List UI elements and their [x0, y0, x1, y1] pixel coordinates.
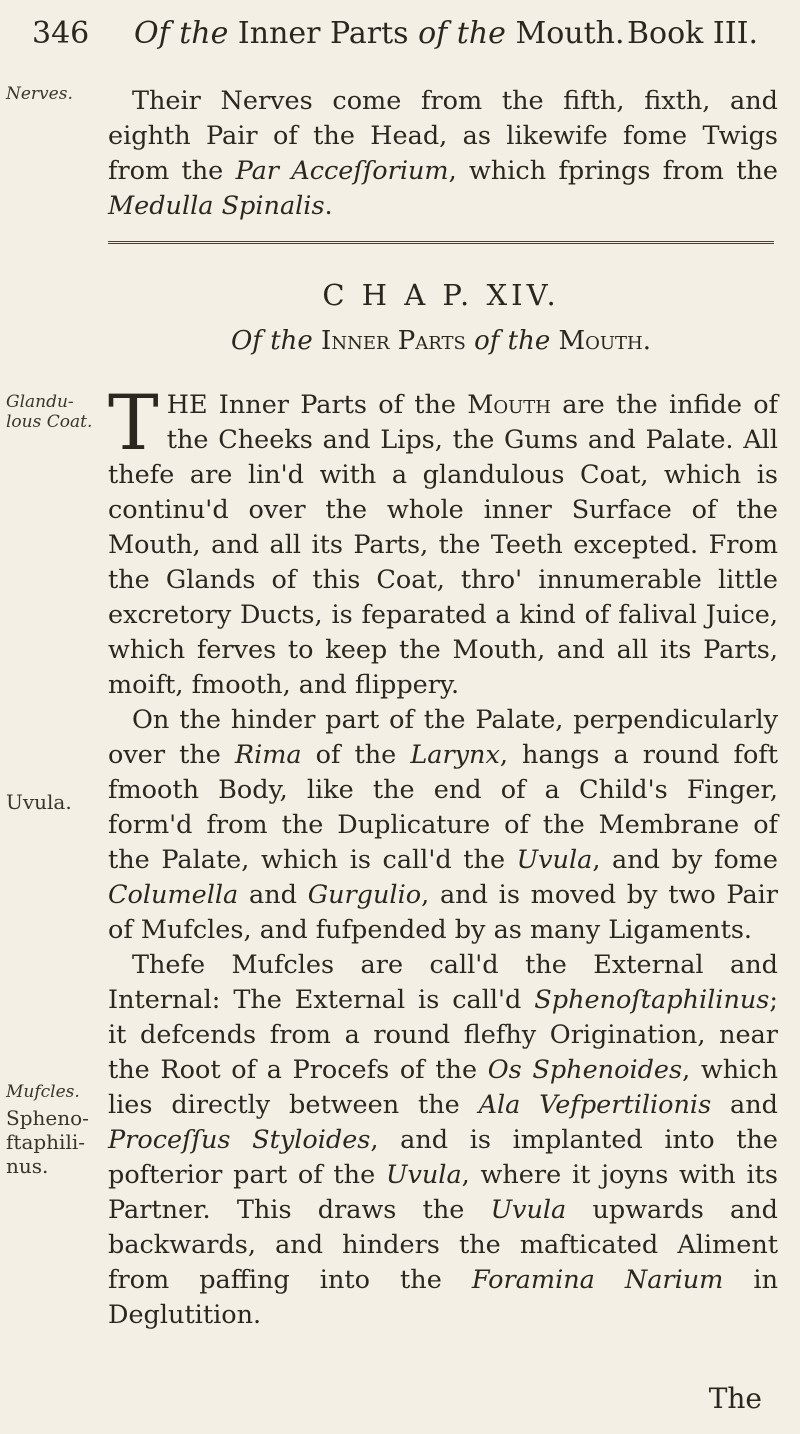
margin-note-uvula: Uvula.	[6, 790, 72, 814]
margin-note-nerves: Nerves.	[6, 84, 73, 104]
intro-paragraph: Their Nerves come from the fifth, fixth, and eighth Pair of the Head, as likewife fome Twigs from the Par Acceſſorium, which fprings from the Medulla Spinalis.	[108, 86, 778, 221]
body-text	[108, 378, 779, 1333]
book-number: Book III.	[627, 16, 758, 51]
margin-note-muscles: Mufcles.	[6, 1082, 80, 1102]
section-rule	[108, 241, 774, 244]
running-head: Of the Inner Parts of the Mouth.	[134, 16, 625, 51]
page-header	[26, 12, 780, 68]
catchword: The	[708, 1382, 762, 1415]
chapter-subtitle: Of the Inner Parts of the Mouth.	[230, 326, 652, 356]
margin-note-glandulous: Glandu- lous Coat.	[6, 392, 93, 432]
drop-cap: T	[108, 378, 159, 467]
page-number: 346	[32, 16, 90, 51]
margin-note-sphenostaphilinus: Spheno- ftaphili- nus.	[6, 1106, 89, 1178]
paragraph-muscles: Thefe Mufcles are call'd the External and Internal: The External is call'd Sphenoſtaphilinus; it defcends from a round flefhy Origination, near the Root of a Procefs of the Os Sphenoides, which lies directly between the Ala Vefpertilionis and Proceſſus Styloides, and is implanted into the pofterior part of the Uvula, where it joyns with its Partner. This draws the Uvula upwards and backwards, and hinders the mafticated Aliment from paffing into the Foramina Narium in Deglutition.	[108, 950, 779, 1330]
paragraph-inner-parts: THE Inner Parts of the Mouth are the infide of the Cheeks and Lips, the Gums and Palate. All thefe are lin'd with a glandulous Coat, which is continu'd over the whole inner Surface of the Mouth, and all its Parts, the Teeth excepted. From the Glands of this Coat, thro' innumerable little excretory Ducts, is feparated a kind of falival Juice, which ferves to keep the Mouth, and all its Parts, moift, fmooth, and flippery.	[108, 378, 778, 700]
chapter-title: C H A P. XIV.	[322, 278, 560, 312]
paragraph-uvula: On the hinder part of the Palate, perpendicularly over the Rima of the Larynx, hangs a round foft fmooth Body, like the end of a Child's Finger, form'd from the Duplicature of the Membrane of the Palate, which is call'd the Uvula, and by fome Columella and Gurgulio, and is moved by two Pair of Mufcles, and fufpended by as many Ligaments.	[108, 705, 779, 945]
